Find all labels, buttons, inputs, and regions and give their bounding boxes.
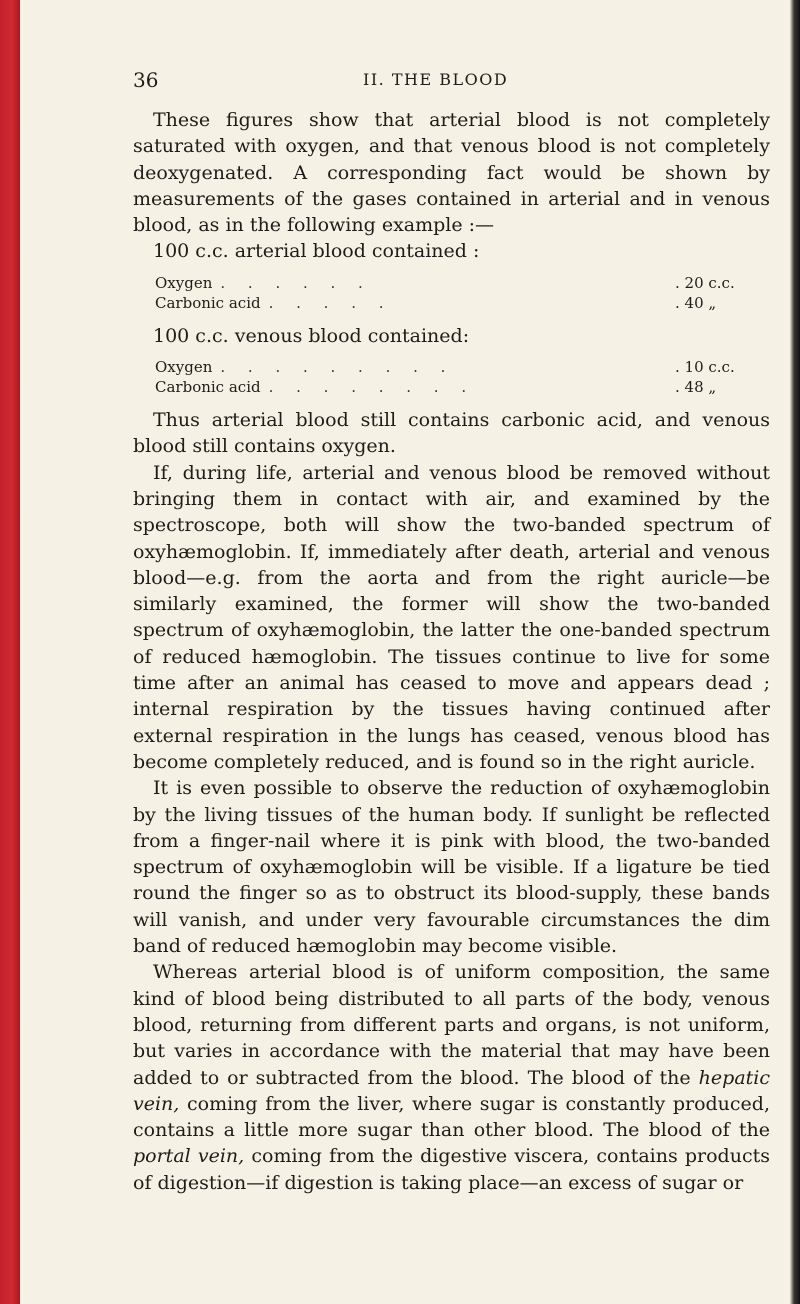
running-head: II. THE BLOOD (363, 70, 509, 89)
table-row (155, 357, 745, 377)
venous-heading: 100 c.c. venous blood contained: (153, 324, 470, 347)
venous-gas-table (155, 357, 745, 397)
page-edge-shadow (790, 0, 800, 1304)
leader-dots: . . . . . (268, 293, 393, 312)
text-run: Whereas arterial blood is of uniform composition, the same kind of blood being distributed to all parts of the body, venous blood, returning from different parts and organs, is not uniform, but varies in accordance with the material that may have been added to or subtracted from the blood. The blood of the (133, 961, 770, 1089)
gas-value: . 40 „ (675, 293, 717, 312)
paragraph-spectroscope: If, during life, arterial and venous blood be removed without bringing them in contact with air, and examined by the spectroscope, both will show the two-banded spectrum of oxyhæmoglobin. If, immediately after death, arterial and venous blood—e.g. from the aorta and from the right auricle—be similarly examined, the former will show the two-banded spectrum of oxyhæmoglobin, the latter the one-banded spectrum of reduced hæmoglobin. The tissues continue to live for some time after an animal has ceased to move and appears dead ; internal respiration by the tissues having continued after external respiration in the lungs has ceased, venous blood has become completely reduced, and is found so in the right auricle. (133, 461, 770, 773)
paragraph-intro: These figures show that arterial blood is not completely saturated with oxygen, and that venous blood is not completely deoxygenated. A corresponding fact would be shown by measurements of the gases contained in arterial and in venous blood, as in the following example :— (133, 109, 770, 237)
arterial-gas-table (155, 273, 745, 313)
italic-hepatic-vein: hepatic vein, (133, 1066, 770, 1115)
paragraph-finger-nail: It is even possible to observe the reduction of oxyhæmoglobin by the living tissues of the human body. If sunlight be reflected from a finger-nail where it is pink with blood, the two-banded spectrum of oxyhæmoglobin will be visible. If a ligature be tied round the finger so as to obstruct its blood-supply, these bands will vanish, and under very favourable circumstances the dim band of reduced hæmoglobin may become visible. (133, 777, 770, 958)
text-run: coming from the liver, where sugar is constantly produced, contains a little more sugar than other blood. The blood of the (133, 1092, 770, 1142)
arterial-heading: 100 c.c. arterial blood contained : (153, 240, 480, 263)
gas-label: Carbonic acid (155, 293, 261, 312)
gas-value: . 20 c.c. (675, 273, 735, 292)
italic-portal-vein: portal vein, (133, 1145, 245, 1168)
leader-dots: . . . . . . (220, 273, 372, 292)
paragraph-venous-composition (133, 959, 770, 1196)
page-header (133, 68, 769, 98)
table-row (155, 377, 745, 397)
binding-edge-red (0, 0, 20, 1304)
gas-label: Carbonic acid (155, 378, 261, 397)
leader-dots: . . . . . . . . . (220, 358, 455, 377)
body-text (133, 107, 770, 1196)
text-run: coming from the digestive viscera, contains products of digestion—if digestion is taking place—an excess of sugar or (133, 1145, 770, 1194)
gas-label: Oxygen (155, 273, 213, 292)
table-row (155, 293, 745, 313)
page-number: 36 (133, 68, 159, 92)
gas-value: . 10 c.c. (675, 358, 735, 377)
paragraph-thus: Thus arterial blood still contains carbonic acid, and venous blood still contains oxygen. (133, 409, 770, 458)
gas-label: Oxygen (155, 358, 213, 377)
gas-value: . 48 „ (675, 378, 717, 397)
table-row (155, 273, 745, 293)
leader-dots: . . . . . . . . (268, 378, 476, 397)
